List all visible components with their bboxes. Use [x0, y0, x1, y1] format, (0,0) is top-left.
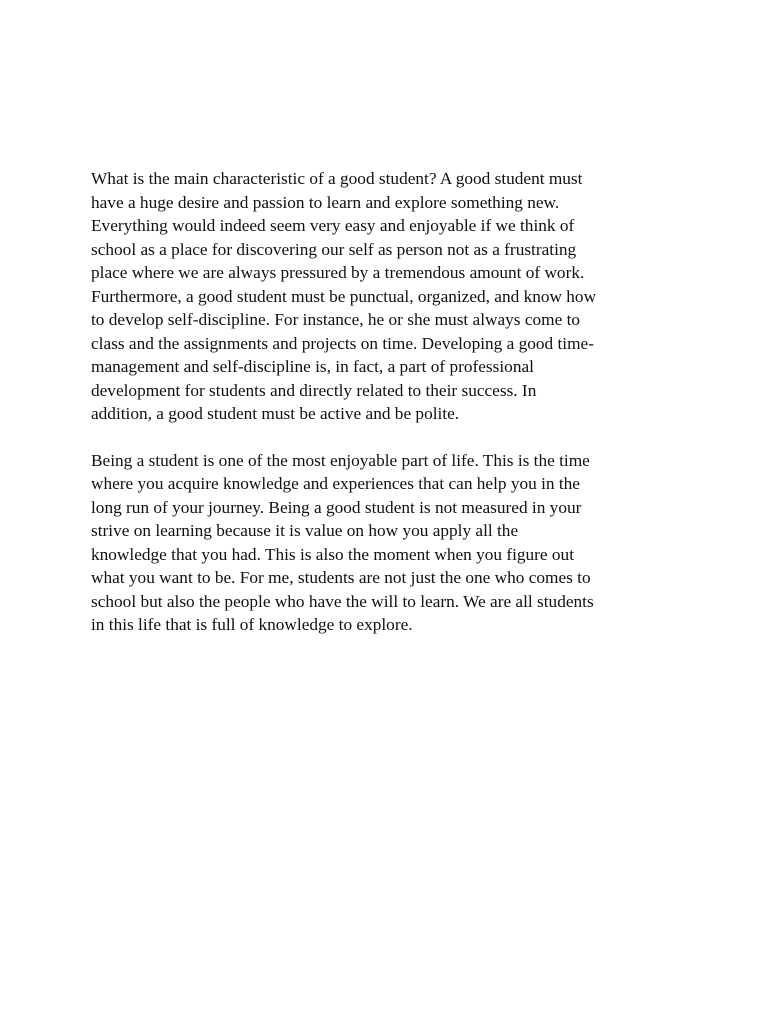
text-line: Furthermore, a good student must be punctual, organized, and know how	[91, 286, 597, 306]
text-line: Everything would indeed seem very easy and enjoyable if we think of	[91, 216, 575, 235]
text-line: what you want to be. For me, students are not just the one who comes to	[91, 568, 591, 587]
paragraph-1	[91, 167, 691, 426]
text-line: strive on learning because it is value on how you apply all the	[91, 521, 519, 540]
text-line: What is the main characteristic of a good student? A good student must	[91, 169, 583, 188]
text-line: Being a student is one of the most enjoyable part of life. This is the time	[91, 450, 590, 470]
text-line: place where we are always pressured by a tremendous amount of work.	[91, 263, 585, 282]
paragraph-2	[91, 449, 691, 637]
document-body	[91, 167, 691, 637]
text-line: school but also the people who have the will to learn. We are all students	[91, 591, 594, 611]
text-line: where you acquire knowledge and experiences that can help you in the	[91, 474, 580, 493]
text-line: development for students and directly related to their success. In	[91, 380, 537, 400]
text-line: knowledge that you had. This is also the moment when you figure out	[91, 544, 574, 564]
text-line: addition, a good student must be active and be polite.	[91, 404, 460, 423]
text-line: long run of your journey. Being a good student is not measured in your	[91, 497, 582, 517]
text-line: to develop self-discipline. For instance, he or she must always come to	[91, 310, 581, 329]
text-line: in this life that is full of knowledge to explore.	[91, 615, 413, 634]
text-line: have a huge desire and passion to learn and explore something new.	[91, 192, 560, 212]
text-line: class and the assignments and projects on time. Developing a good time-	[91, 333, 594, 353]
text-line: school as a place for discovering our self as person not as a frustrating	[91, 239, 577, 259]
text-line: management and self-discipline is, in fact, a part of professional	[91, 357, 534, 376]
